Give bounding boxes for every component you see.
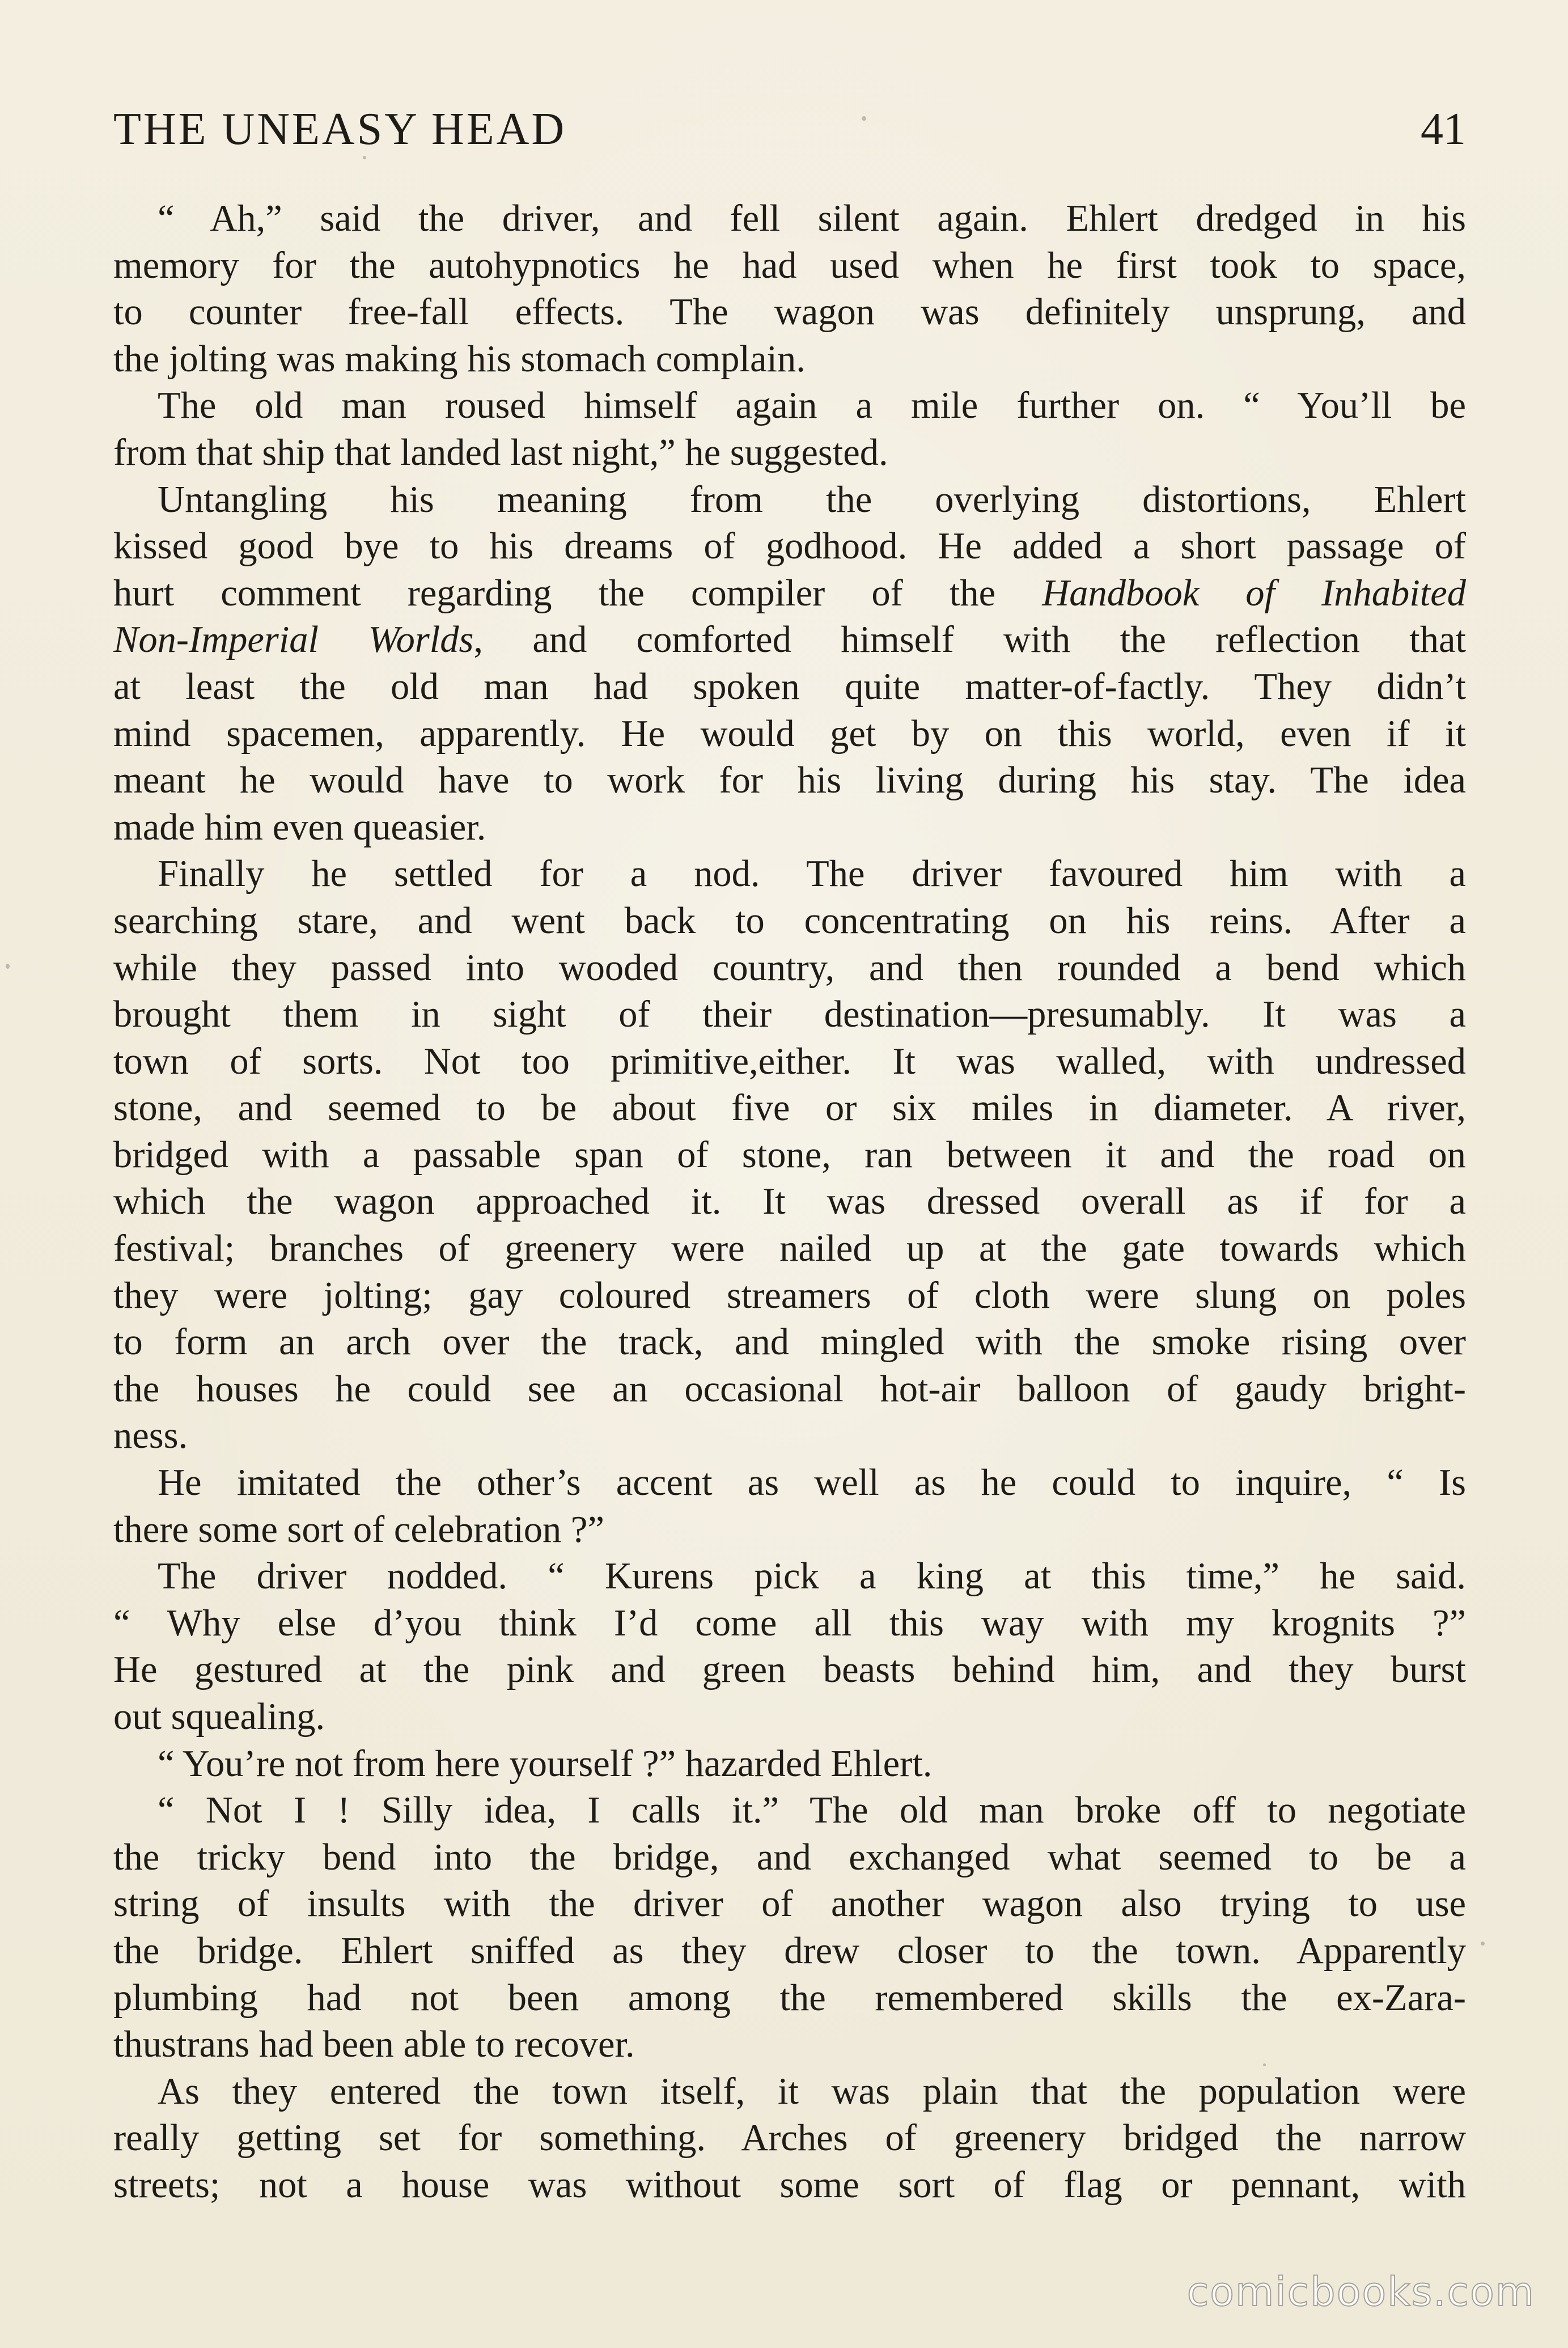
text-run: hurt comment regarding the compiler of the [113,572,1042,614]
text-line: at least the old man had spoken quite matter-of-factly. They didn’t [113,666,1466,707]
body-text [113,196,1466,2209]
text-line: memory for the autohypnotics he had used when he first took to space, [113,244,1466,286]
page-number: 41 [1421,104,1466,154]
text-line: the houses he could see an occasional hot-air balloon of gaudy bright- [113,1368,1466,1410]
text-line: He gestured at the pink and green beasts behind him, and they burst [113,1649,1466,1691]
text-line: mind spacemen, apparently. He would get by on this world, even if it [113,713,1466,755]
text-run: , and comforted himself with the reflection that [473,619,1466,661]
text-line: which the wagon approached it. It was dressed overall as if for a [113,1181,1466,1223]
text-line: plumbing had not been among the remembered skills the ex-Zara- [113,1977,1466,2019]
text-line: searching stare, and went back to concentrating on his reins. After a [113,900,1466,942]
text-line: “ Not I ! Silly idea, I calls it.” The old man broke off to negotiate [158,1790,1466,1832]
watermark: comicbooks.com [1186,2269,1535,2315]
paper-speck [1263,2063,1266,2066]
running-head [113,101,1466,158]
text-line: thustrans had been able to recover. [113,2024,635,2066]
text-line: brought them in sight of their destination—presumably. It was a [113,994,1466,1036]
text-line: stone, and seemed to be about five or six miles in diameter. A river, [113,1087,1466,1129]
book-title-italic: Handbook of Inhabited [1042,572,1466,614]
text-line: streets; not a house was without some sort of flag or pennant, with [113,2164,1466,2206]
text-line: string of insults with the driver of another wagon also trying to use [113,1883,1466,1925]
text-line: out squealing. [113,1696,325,1737]
text-line: ness. [113,1415,188,1457]
text-line: while they passed into wooded country, and then rounded a bend which [113,947,1466,989]
book-title-italic: Non-Imperial Worlds [113,619,474,661]
text-line: The driver nodded. “ Kurens pick a king at this time,” he said. [158,1556,1466,1597]
text-line: they were jolting; gay coloured streamers of cloth were slung on poles [113,1274,1466,1316]
text-line: to counter free-fall effects. The wagon was definitely unsprung, and [113,291,1466,333]
text-line: Untangling his meaning from the overlying distortions, Ehlert [158,478,1466,520]
paper-speck [6,964,10,969]
text-line: meant he would have to work for his living during his stay. The idea [113,760,1466,802]
text-line: to form an arch over the track, and mingled with the smoke rising over [113,1321,1466,1363]
text-line: He imitated the other’s accent as well as he could to inquire, “ Is [158,1462,1466,1504]
text-line: The old man roused himself again a mile further on. “ You’ll be [158,385,1466,427]
text-line [113,570,1466,617]
text-line: from that ship that landed last night,” he suggested. [113,431,888,473]
paper-speck [1481,1942,1485,1946]
paper-speck [363,156,366,159]
text-line [113,617,1466,664]
text-line: there some sort of celebration ?” [113,1508,604,1550]
text-line: bridged with a passable span of stone, ran between it and the road on [113,1134,1466,1176]
text-line: the tricky bend into the bridge, and exchanged what seemed to be a [113,1836,1466,1878]
text-line: As they entered the town itself, it was plain that the population were [158,2070,1466,2112]
text-line: the bridge. Ehlert sniffed as they drew closer to the town. Apparently [113,1930,1466,1972]
text-line: “ Ah,” said the driver, and fell silent again. Ehlert dredged in his [158,198,1466,239]
text-line: made him even queasier. [113,806,486,848]
paper-speck [862,116,866,121]
text-line: the jolting was making his stomach complain. [113,338,806,380]
text-line: Finally he settled for a nod. The driver favoured him with a [158,853,1466,895]
text-line: festival; branches of greenery were nailed up at the gate towards which [113,1228,1466,1270]
text-line: kissed good bye to his dreams of godhood. He added a short passage of [113,525,1466,567]
text-line: really getting set for something. Arches of greenery bridged the narrow [113,2117,1466,2159]
text-line: “ You’re not from here yourself ?” hazarded Ehlert. [158,1743,933,1785]
text-line: town of sorts. Not too primitive,either. It was walled, with undressed [113,1040,1466,1082]
running-title: THE UNEASY HEAD [113,104,567,154]
text-line: “ Why else d’you think I’d come all this way with my krognits ?” [113,1602,1466,1644]
